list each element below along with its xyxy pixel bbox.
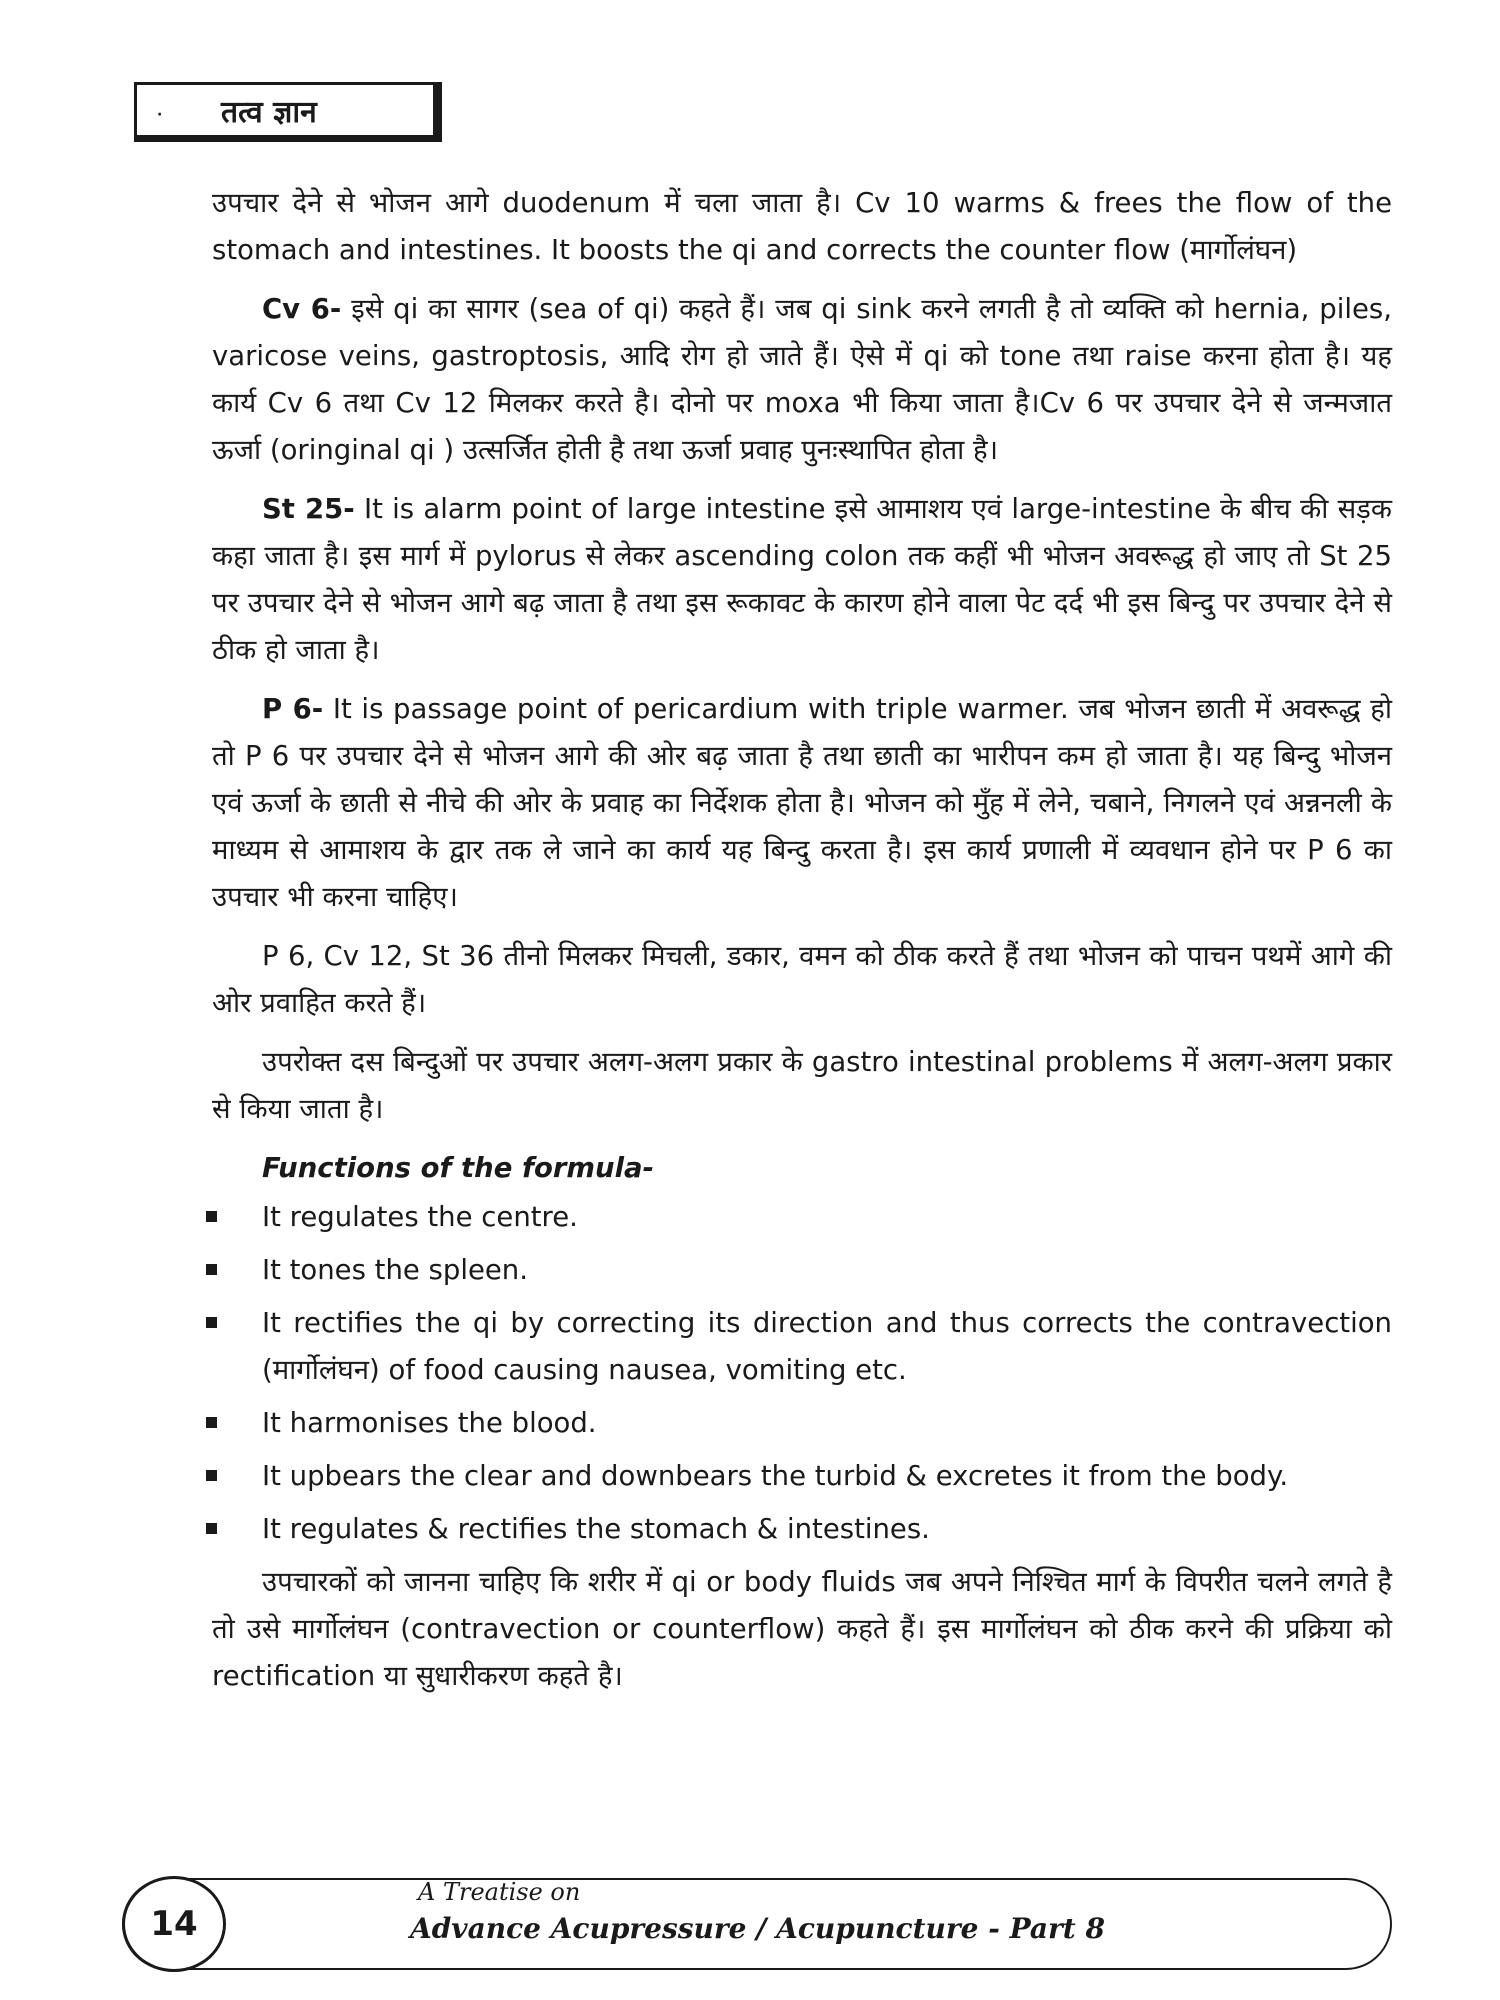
list-item — [212, 1300, 1392, 1394]
paragraph-6: उपरोक्त दस बिन्दुओं पर उपचार अलग-अलग प्रकार के gastro intestinal problems में अलग-अलग प्रकार से किया जाता है। — [212, 1046, 1392, 1125]
bullet-square-icon — [206, 1523, 217, 1534]
page-number: 14 — [122, 1876, 226, 1972]
chapter-title: तत्व ज्ञान — [221, 94, 317, 130]
list-item-text: It upbears the clear and downbears the turbid & excretes it from the body. — [262, 1460, 1289, 1492]
bullet-square-icon — [206, 1470, 217, 1481]
list-item — [212, 1194, 1392, 1241]
paragraph-cv6-text: इसे qi का सागर (sea of qi) कहते हैं। जब qi sink करने लगती है तो व्यक्ति को hernia, piles, varicose veins, gastroptosis, आदि रोग हो जाते हैं। ऐसे में qi को tone तथा raise करना होता है। यह कार्य Cv 6 तथा Cv 12 मिलकर करते है। दोनो पर moxa भी किया जाता है।Cv 6 पर उपचार देने से जन्मजात ऊर्जा (oringinal qi ) उत्सर्जित होती है तथा ऊर्जा प्रवाह पुनःस्थापित होता है। — [212, 293, 1392, 466]
list-item-text: It tones the spleen. — [262, 1254, 528, 1286]
list-item — [212, 1400, 1392, 1447]
list-item-text: It regulates the centre. — [262, 1201, 578, 1233]
list-item-text: It regulates & rectifies the stomach & intestines. — [262, 1513, 930, 1545]
footer-book-prefix: A Treatise on — [418, 1878, 581, 1906]
footer-book-title: Advance Acupressure / Acupuncture - Part 8 — [410, 1912, 1105, 1945]
chapter-header-box — [134, 82, 442, 142]
paragraph-cv6-lead: Cv 6- — [262, 293, 342, 325]
paragraph-5: P 6, Cv 12, St 36 तीनो मिलकर मिचली, डकार, वमन को ठीक करते हैं तथा भोजन को पाचन पथमें आगे की ओर प्रवाहित करते हैं। — [212, 940, 1392, 1019]
list-item-text: It harmonises the blood. — [262, 1407, 597, 1439]
bullet-square-icon — [206, 1317, 217, 1328]
header-dot: · — [157, 107, 163, 123]
paragraph-7: उपचारकों को जानना चाहिए कि शरीर में qi or body fluids जब अपने निश्चित मार्ग के विपरीत चलने लगते है तो उसे मार्गोलंघन (contravection or counterflow) कहते हैं। इस मार्गोलंघन को ठीक करने की प्रक्रिया को rectification या सुधारीकरण कहते है। — [212, 1566, 1392, 1692]
body-content — [212, 180, 1392, 1712]
paragraph-p6 — [212, 686, 1392, 921]
paragraph-p6-lead: P 6- — [262, 693, 324, 725]
list-item — [212, 1506, 1392, 1553]
list-item — [212, 1247, 1392, 1294]
bullet-square-icon — [206, 1211, 217, 1222]
paragraph-cv6 — [212, 286, 1392, 474]
functions-list — [212, 1194, 1392, 1553]
paragraph-1: उपचार देने से भोजन आगे duodenum में चला जाता है। Cv 10 warms & frees the flow of the stomach and intestines. It boosts the qi and corrects the counter flow (मार्गोलंघन) — [212, 187, 1392, 266]
paragraph-p6-text: It is passage point of pericardium with triple warmer. जब भोजन छाती में अवरूद्ध हो तो P 6 पर उपचार देने से भोजन आगे की ओर बढ़ जाता है तथा छाती का भारीपन कम हो जाता है। यह बिन्दु भोजन एवं ऊर्जा के छाती से नीचे की ओर के प्रवाह का निर्देशक होता है। भोजन को मुँह में लेने, चबाने, निगलने एवं अन्ननली के माध्यम से आमाशय के द्वार तक ले जाने का कार्य यह बिन्दु करता है। इस कार्य प्रणाली में व्यवधान होने पर P 6 का उपचार भी करना चाहिए। — [212, 693, 1392, 913]
bullet-square-icon — [206, 1417, 217, 1428]
paragraph-st25 — [212, 486, 1392, 674]
paragraph-st25-text: It is alarm point of large intestine इसे आमाशय एवं large-intestine के बीच की सड़क कहा जाता है। इस मार्ग में pylorus से लेकर ascending colon तक कहीं भी भोजन अवरूद्ध हो जाए तो St 25 पर उपचार देने से भोजन आगे बढ़ जाता है तथा इस रूकावट के कारण होने वाला पेट दर्द भी इस बिन्दु पर उपचार देने से ठीक हो जाता है। — [212, 493, 1392, 666]
bullet-square-icon — [206, 1264, 217, 1275]
paragraph-st25-lead: St 25- — [262, 493, 355, 525]
functions-heading: Functions of the formula- — [262, 1152, 655, 1184]
list-item — [212, 1453, 1392, 1500]
list-item-text: It rectifies the qi by correcting its direction and thus corrects the contravection (मार्गोलंघन) of food causing nausea, vomiting etc. — [262, 1307, 1392, 1386]
